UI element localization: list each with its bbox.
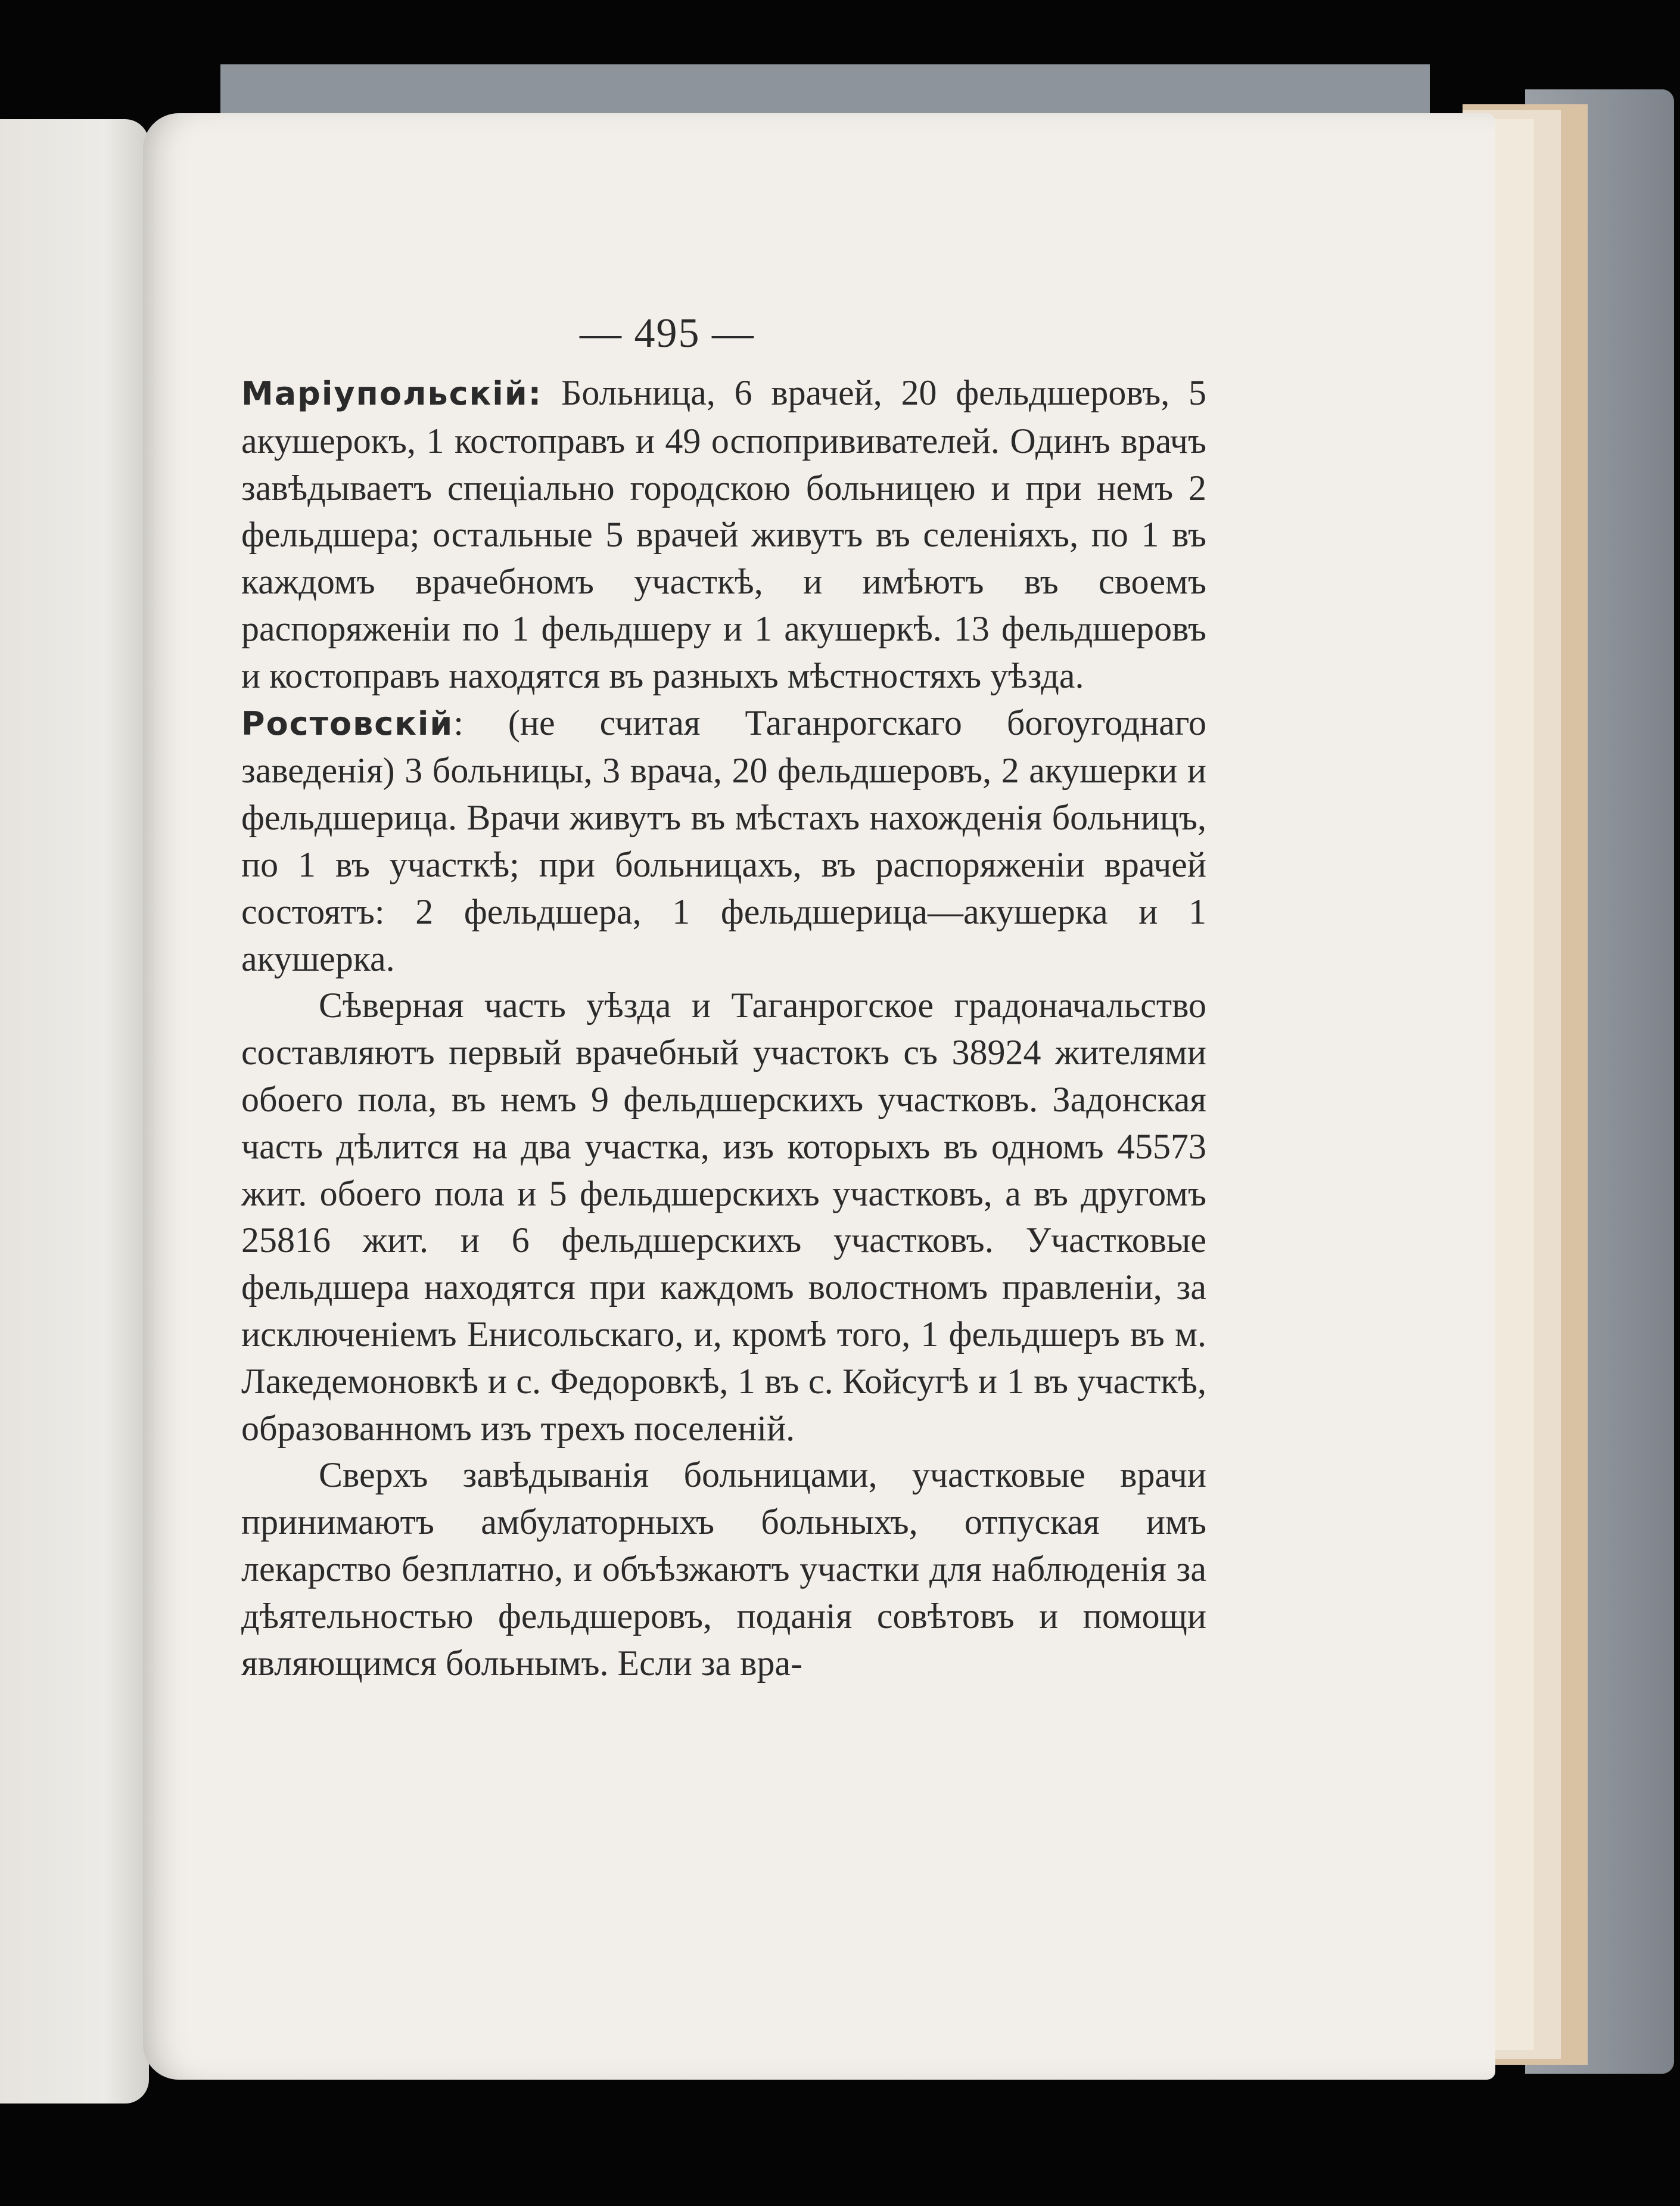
paragraph-duties <box>241 1452 1206 1686</box>
paragraph-text: Сверхъ завѣдыванія больницами, участковые врачи принимаютъ амбулаторныхъ больныхъ, отпуская имъ лекарство безплатно, и объѣзжаютъ участки для наблюденія за дѣятельностью фельдшеровъ, поданія совѣтовъ и помощи являющимся больнымъ. Если за вра- <box>241 1455 1206 1683</box>
facing-page <box>0 119 149 2104</box>
paragraph-mariupol <box>241 369 1206 700</box>
book-cover-top <box>220 64 1430 118</box>
paragraph-text: Сѣверная часть уѣзда и Таганрогское градоначальство составляютъ первый врачебный участокъ съ 38924 жителями обоего пола, въ немъ 9 фельдшерскихъ участковъ. Задонская часть дѣлится на два участка, изъ которыхъ въ одномъ 45573 жит. обоего пола и 5 фельдшерскихъ участковъ, а въ другомъ 25816 жит. и 6 фельдшерскихъ участковъ. Участковые фельдшера находятся при каждомъ волостномъ правленіи, за исключеніемъ Енисольскаго, и, кромѣ того, 1 фельдшеръ въ м. Лакедемоновкѣ и с. Федоровкѣ, 1 въ с. Койсугѣ и 1 въ участкѣ, образованномъ изъ трехъ поселеній. <box>241 986 1206 1448</box>
paragraph-text: : (не считая Таганрогскаго богоугоднаго заведенія) 3 больницы, 3 врача, 20 фельдшеровъ, 2 акушерки и фельдшерица. Врачи живутъ въ мѣстахъ нахожденія больницъ, по 1 въ участкѣ; при больницахъ, въ распоряженіи врачей состоятъ: 2 фельдшера, 1 фельдшерица—акушерка и 1 акушерка. <box>241 703 1206 978</box>
paragraph-rostov <box>241 700 1206 983</box>
page-text-block <box>241 298 1206 1686</box>
paragraph-districts <box>241 982 1206 1452</box>
paragraph-lead: Маріупольскій: <box>241 375 543 412</box>
paragraph-lead: Ростовскій <box>241 704 454 742</box>
page-number: — 495 — <box>580 310 755 356</box>
paragraph-text: Больница, 6 врачей, 20 фельдшеровъ, 5 акушерокъ, 1 костоправъ и 49 оспопрививателей. Одинъ врачъ завѣдываетъ спеціально городскою больницею и при немъ 2 фельдшера; остальные 5 врачей живутъ въ селеніяхъ, по 1 въ каждомъ врачебномъ участкѣ, и имѣютъ въ своемъ распоряженіи по 1 фельдшеру и 1 акушеркѣ. 13 фельдшеровъ и костоправъ находятся въ разныхъ мѣстностяхъ уѣзда. <box>241 373 1206 695</box>
